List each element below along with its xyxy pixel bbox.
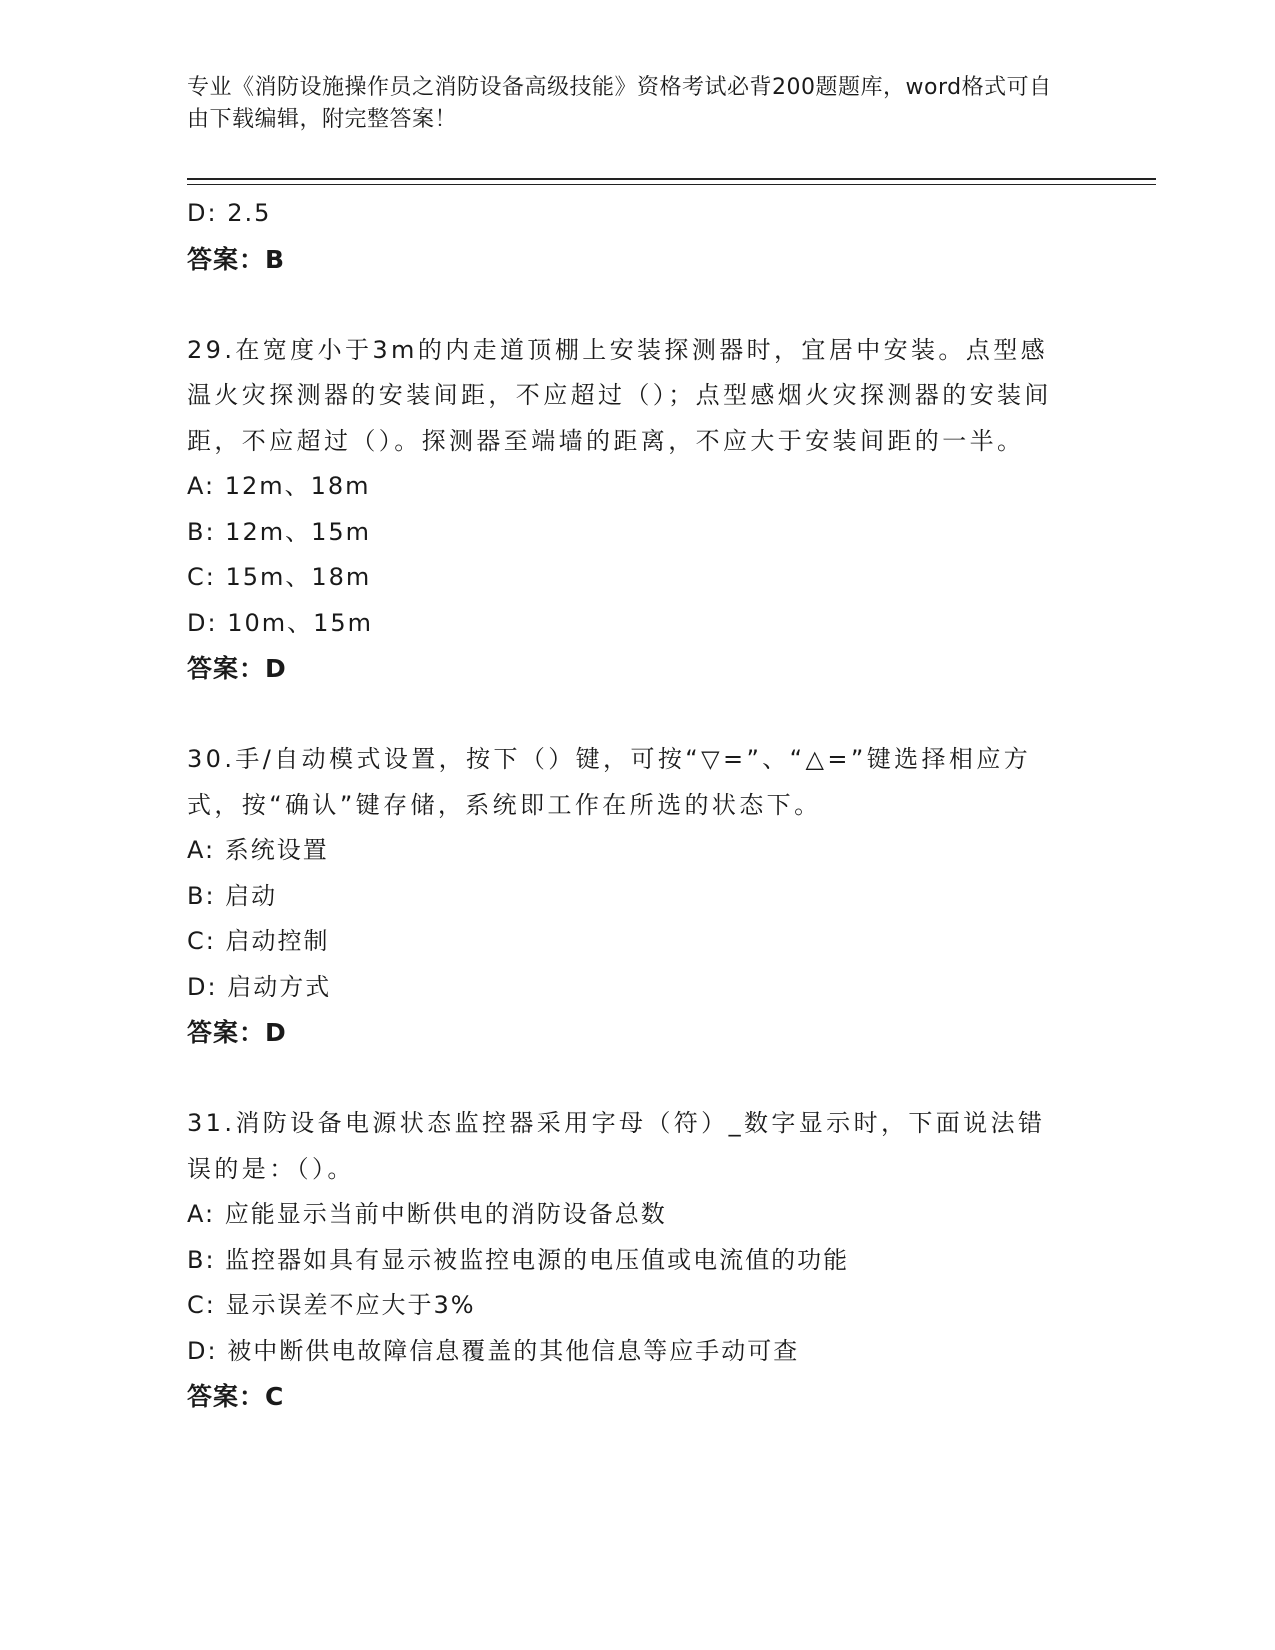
header-divider-thick [187,178,1156,180]
q28-option-d: D: 2.5 [187,199,272,227]
q30-option-c: C: 启动控制 [187,927,330,955]
q30-answer: 答案：D [187,1018,287,1047]
q31-stem: 31.消防设备电源状态监控器采用字母（符）_数字显示时，下面说法错误的是：（）。 [187,1109,1046,1183]
question-spacer [187,282,1067,328]
q31-option-d: D: 被中断供电故障信息覆盖的其他信息等应手动可查 [187,1336,800,1365]
q31-option-a: A: 应能显示当前中断供电的消防设备总数 [187,1200,667,1228]
q31-answer: 答案：C [187,1382,285,1411]
q28-answer: 答案：B [187,244,286,274]
q29-option-a: A: 12m、18m [187,472,371,500]
q29-option-d: D: 10m、15m [187,608,374,637]
q30-stem: 30.手/自动模式设置，按下（）键，可按“▽=”、“△=”键选择相应方式，按“确认”键存储，系统即工作在所选的状态下。 [187,745,1032,819]
q31-option-c: C: 显示误差不应大于3% [187,1291,476,1319]
question-spacer [187,1056,1067,1102]
document-header: 专业《消防设施操作员之消防设备高级技能》资格考试必背200题题库，word格式可自由下载编辑，附完整答案！ [187,75,1052,132]
header-divider-thin [187,184,1156,185]
q30-option-b: B: 启动 [187,881,278,910]
question-spacer [187,692,1067,738]
q31-option-b: B: 监控器如具有显示被监控电源的电压值或电流值的功能 [187,1245,850,1274]
q30-option-a: A: 系统设置 [187,836,329,864]
q29-stem: 29.在宽度小于3m的内走道顶棚上安装探测器时，宜居中安装。点型感温火灾探测器的安装间距，不应超过（）；点型感烟火灾探测器的安装间距，不应超过（）。探测器至端墙的距离，不应大于安装间距的一半。 [187,335,1052,455]
q30-option-d: D: 启动方式 [187,972,332,1001]
q29-option-b: B: 12m、15m [187,517,372,546]
q29-option-c: C: 15m、18m [187,563,372,591]
question-list [187,191,1067,1420]
q29-answer: 答案：D [187,654,287,683]
